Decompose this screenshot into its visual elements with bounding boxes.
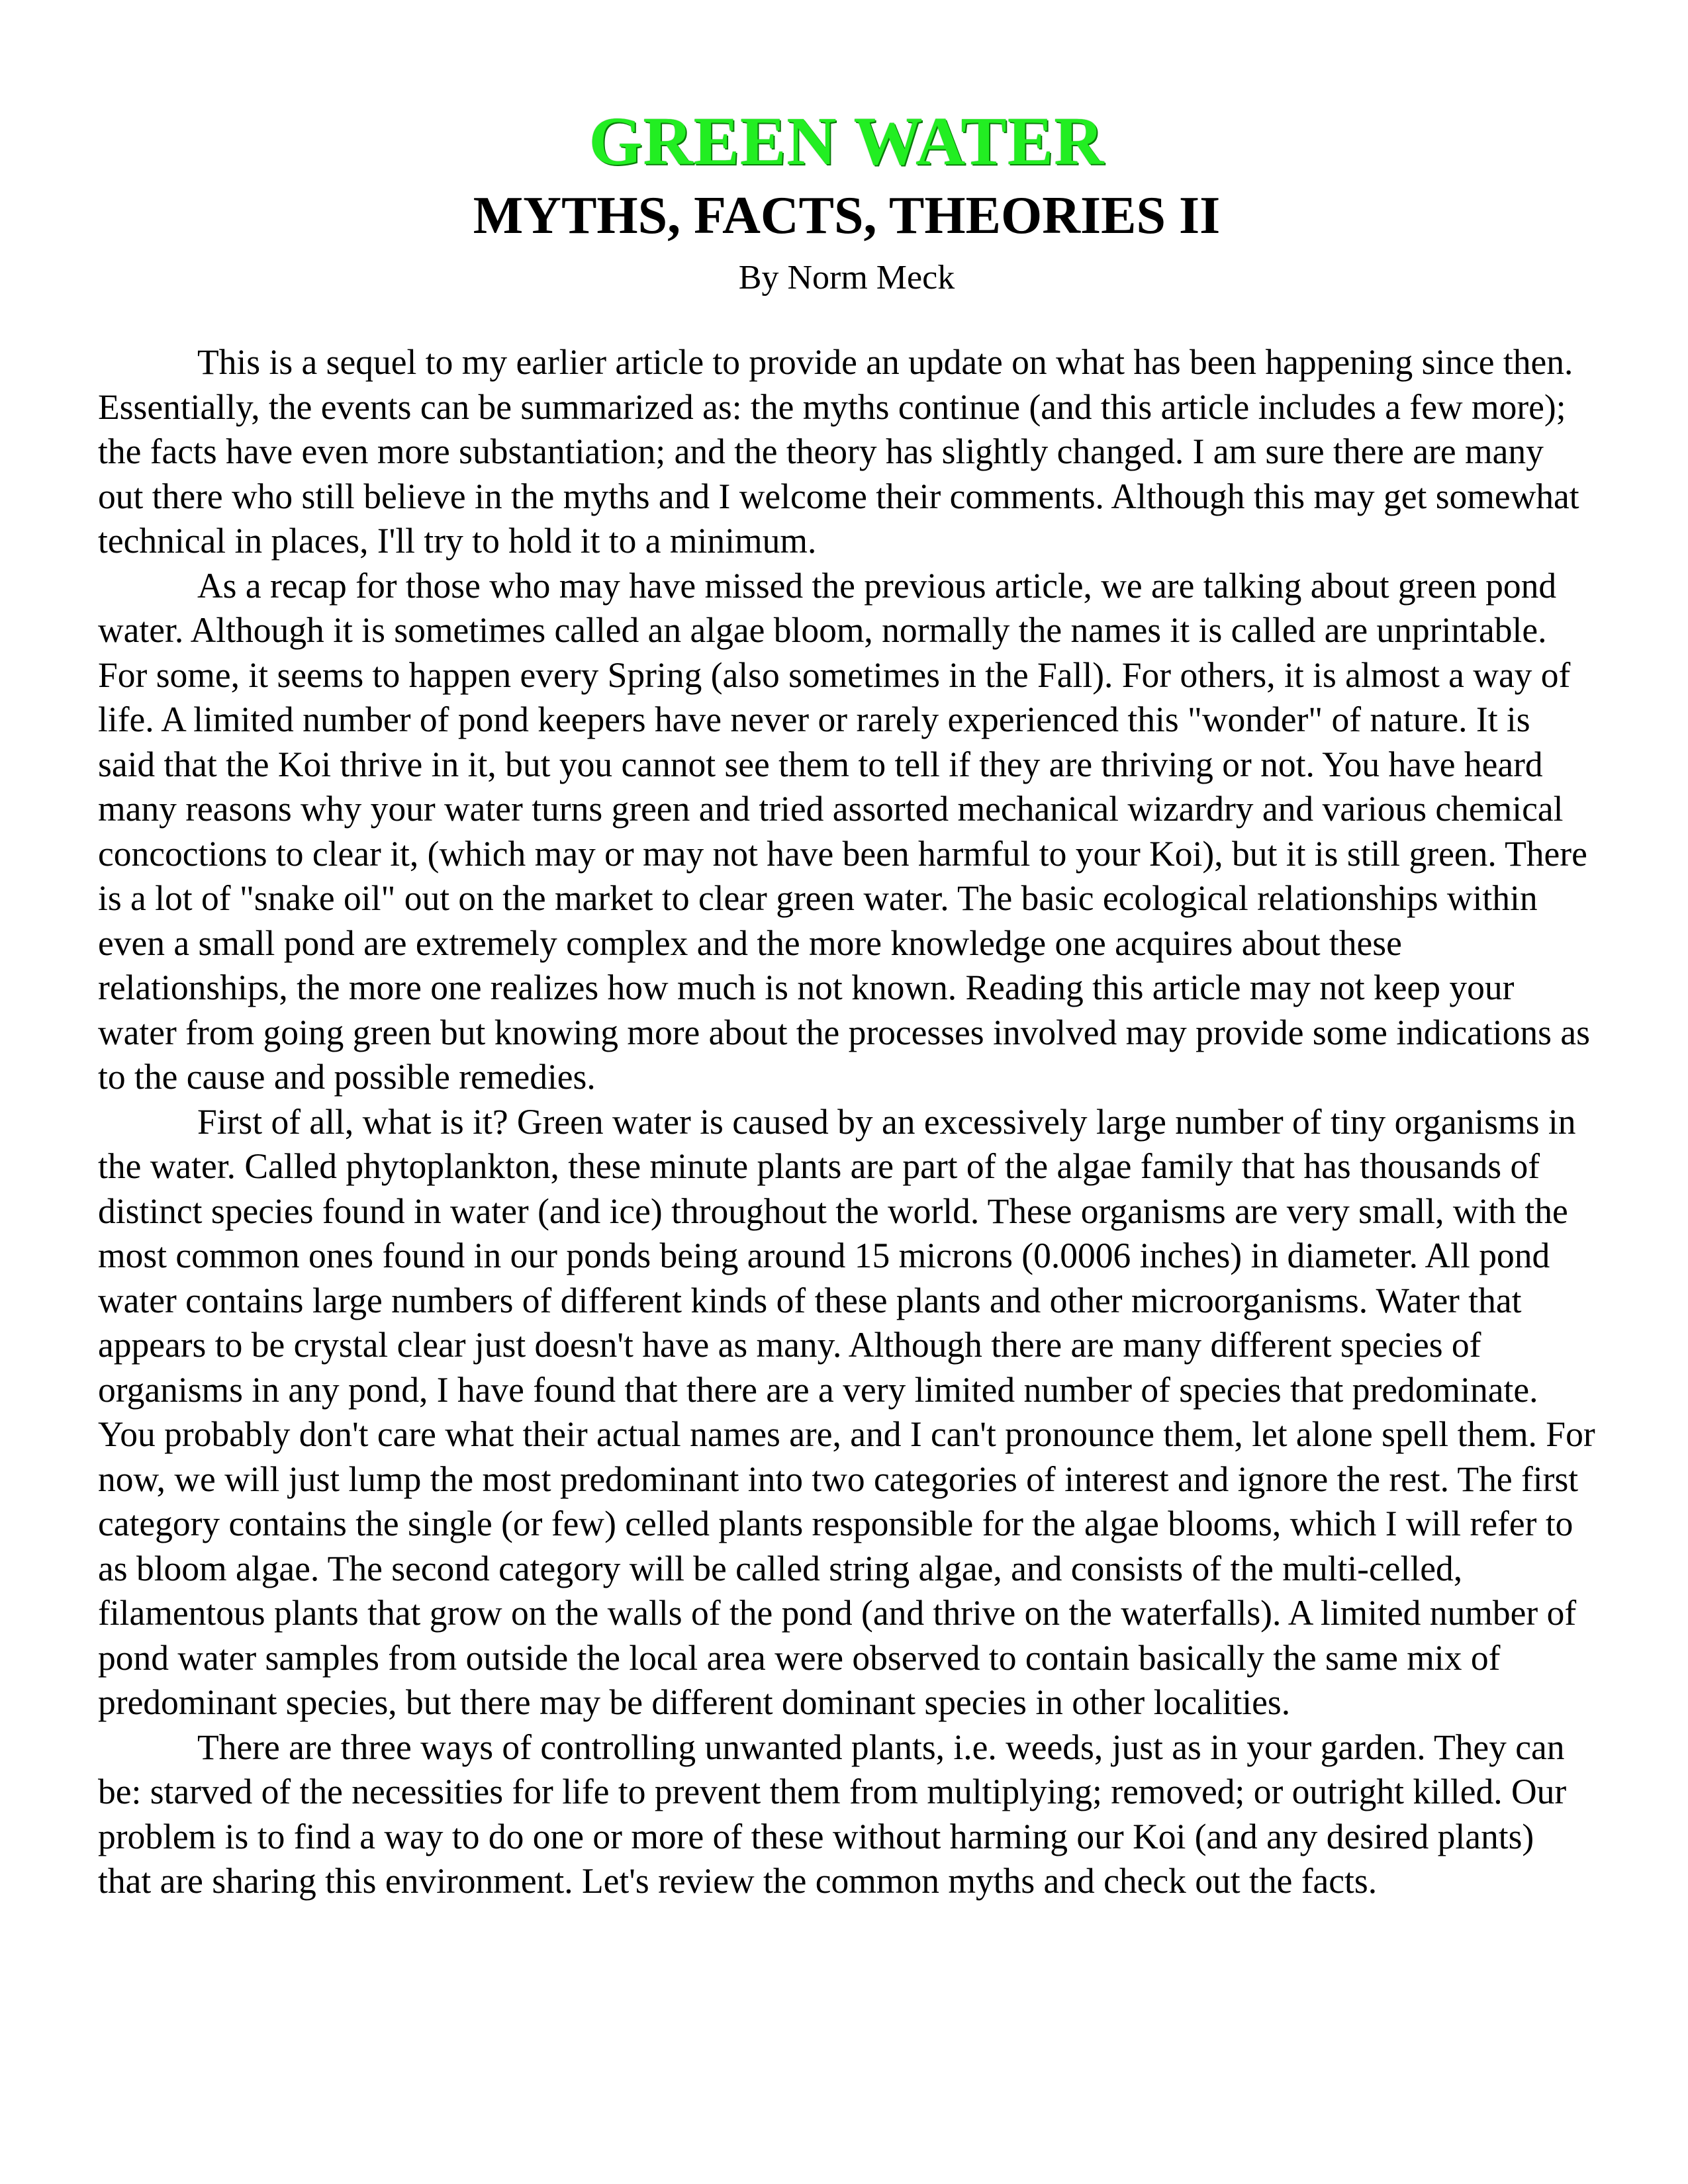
article-title: GREEN WATER <box>588 103 1105 179</box>
paragraph-control-methods: There are three ways of controlling unwanted plants, i.e. weeds, just as in your garden. They can be: starved of the necessities for life to prevent them from multiplying; removed; or outright killed. Our problem is to find a way to do one or more of these without harming our Koi (and any desired plants) that are sharing this environment. Let's review the common myths and check out the facts. <box>98 1727 1567 1901</box>
author-byline: By Norm Meck <box>738 259 955 296</box>
paragraph-recap: As a recap for those who may have missed the previous article, we are talking about green pond water. Although it is sometimes called an algae bloom, normally the names it is called are unprintable. For some, it seems to happen every Spring (also sometimes in the Fall). For others, it is almost a way of life. A limited number of pond keepers have never or rarely experienced this "wonder" of nature. It is said that the Koi thrive in it, but you cannot see them to tell if they are thriving or not. You have heard many reasons why your water turns green and tried assorted mechanical wizardry and various chemical concoctions to clear it, (which may or may not have been harmful to your Koi), but it is still green. There is a lot of "snake oil" out on the market to clear green water. The basic ecological relationships within even a small pond are extremely complex and the more knowledge one acquires about these relationships, the more one realizes how much is not known. Reading this article may not keep your water from going green but knowing more about the processes involved may provide some indications as to the cause and possible remedies. <box>98 565 1590 1097</box>
paragraph-intro: This is a sequel to my earlier article to provide an update on what has been happening since then. Essentially, the events can be summarized as: the myths continue (and this article includes a few more); the facts have even more substantiation; and the theory has slightly changed. I am sure there are many out there who still believe in the myths and I welcome their comments. Although this may get somewhat technical in places, I'll try to hold it to a minimum. <box>98 342 1579 561</box>
article-body <box>98 340 1595 1904</box>
article-page <box>98 99 1595 1904</box>
article-subtitle: MYTHS, FACTS, THEORIES II <box>473 187 1221 245</box>
paragraph-what-is-it: First of all, what is it? Green water is caused by an excessively large number of tiny organisms in the water. Called phytoplankton, these minute plants are part of the algae family that has thousands of distinct species found in water (and ice) throughout the world. These organisms are very small, with the most common ones found in our ponds being around 15 microns (0.0006 inches) in diameter. All pond water contains large numbers of different kinds of these plants and other microorganisms. Water that appears to be crystal clear just doesn't have as many. Although there are many different species of organisms in any pond, I have found that there are a very limited number of species that predominate. You probably don't care what their actual names are, and I can't pronounce them, let alone spell them. For now, we will just lump the most predominant into two categories of interest and ignore the rest. The first category contains the single (or few) celled plants responsible for the algae blooms, which I will refer to as bloom algae. The second category will be called string algae, and consists of the multi-celled, filamentous plants that grow on the walls of the pond (and thrive on the waterfalls). A limited number of pond water samples from outside the local area were observed to contain basically the same mix of predominant species, but there may be different dominant species in other localities. <box>98 1101 1595 1722</box>
